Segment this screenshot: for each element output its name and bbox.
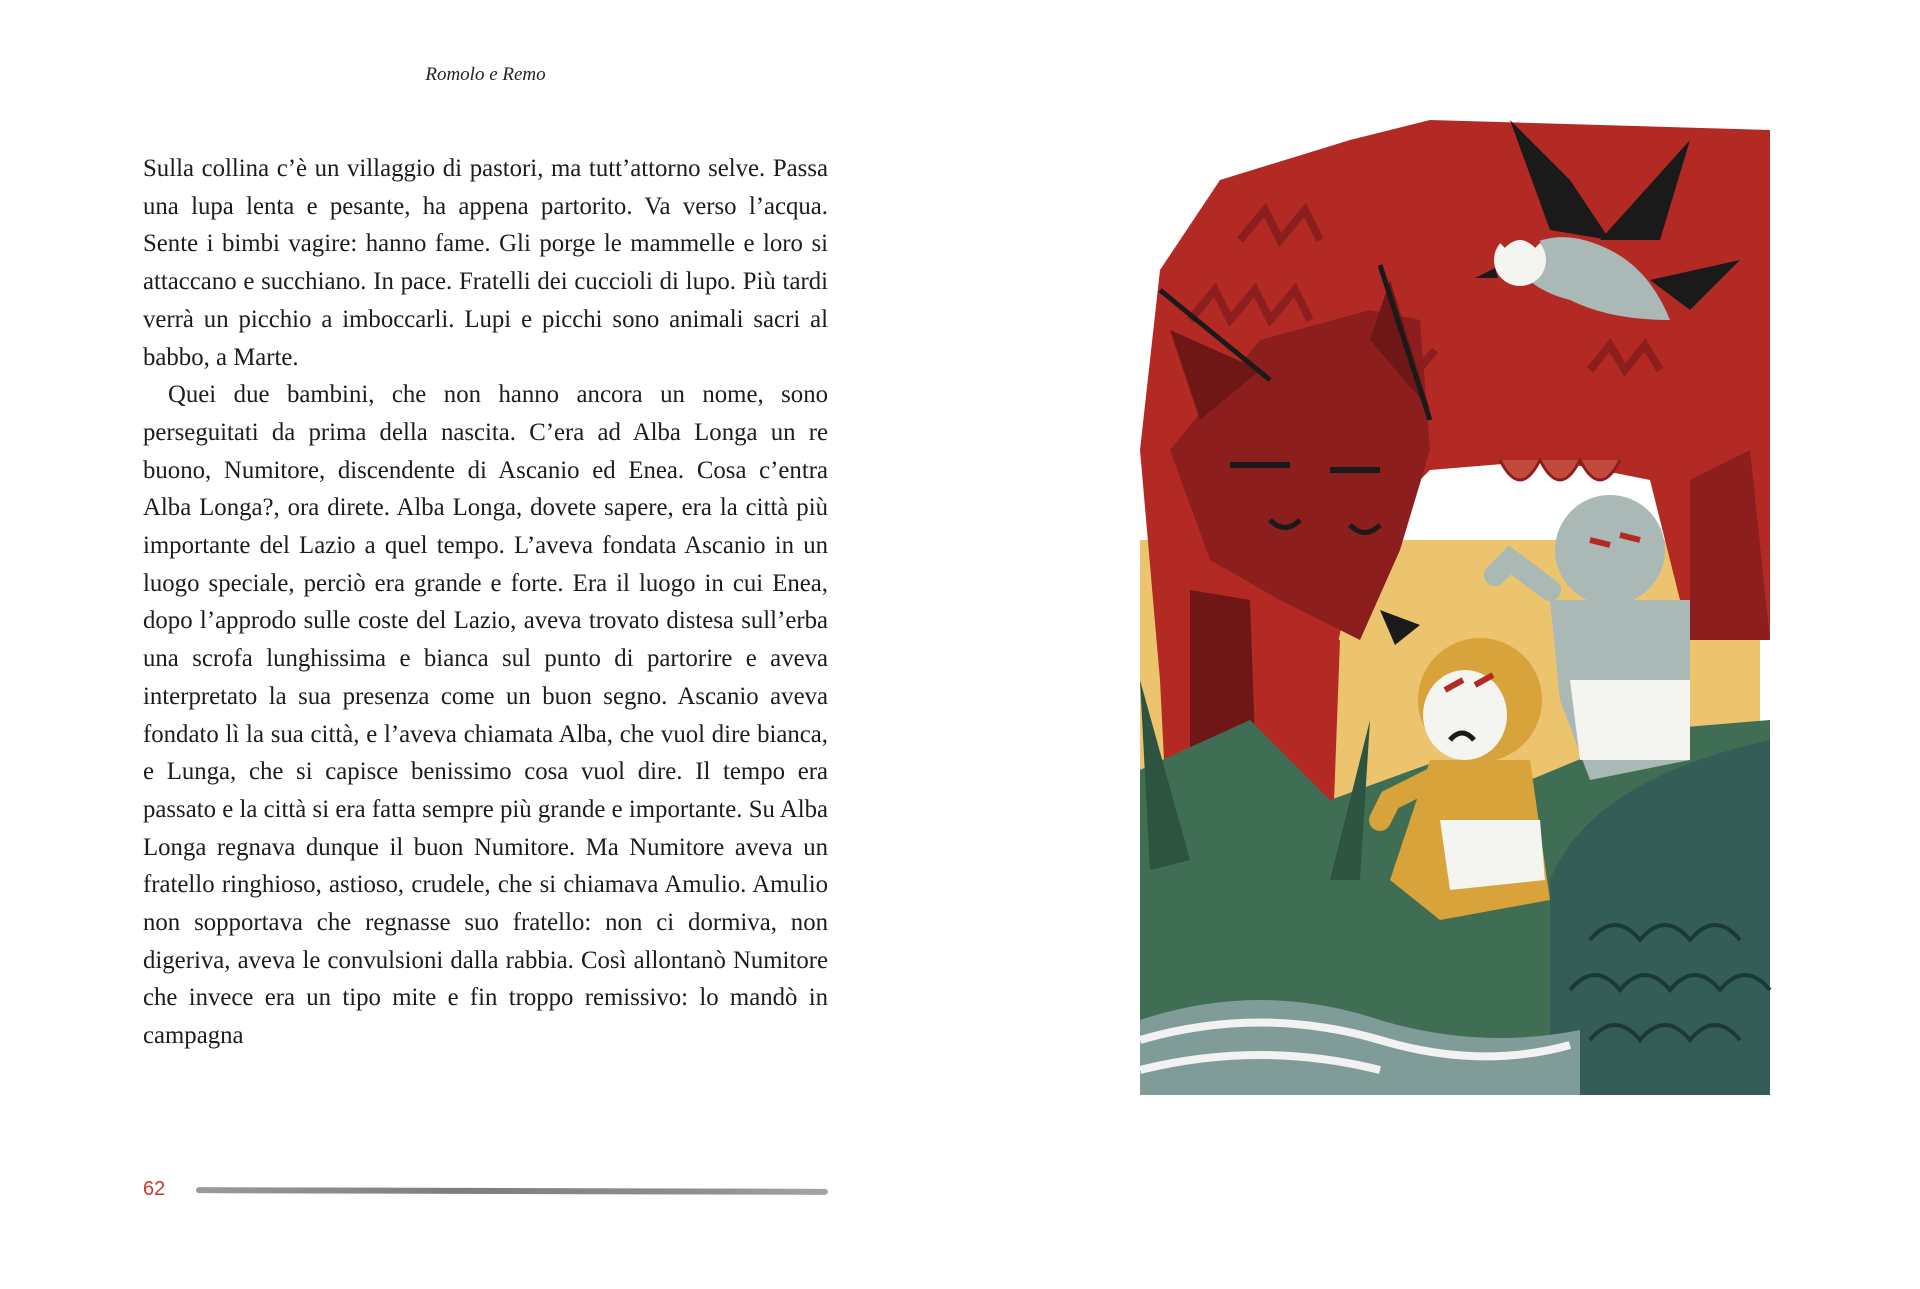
- body-text: [143, 150, 828, 1055]
- page-number: 62: [143, 1178, 166, 1200]
- grey-twin-cloth: [1570, 680, 1690, 760]
- wolf-twins-illustration: [1130, 120, 1780, 1095]
- gold-twin-face: [1423, 670, 1507, 760]
- grey-twin-head: [1555, 495, 1665, 605]
- running-head: Romolo e Remo: [425, 64, 546, 85]
- paragraph-1: Sulla collina c’è un villaggio di pastori, ma tutt’attorno selve. Passa una lupa lenta e pesante, ha appena partorito. Va verso l’acqua. Sente i bimbi vagire: hanno fame. Gli porge le mammelle e loro si attaccano e succhiano. In pace. Fratelli dei cuccioli di lupo. Più tardi verrà un picchio a imboccarli. Lupi e picchi sono animali sacri al babbo, a Marte.: [143, 155, 828, 371]
- paragraph-2: Quei due bambini, che non hanno ancora un nome, sono perseguitati da prima della nascita. C’era ad Alba Longa un re buono, Numitore, discendente di Ascanio ed Enea. Cosa c’entra Alba Longa?, ora direte. Alba Longa, dovete sapere, era la città più importante del Lazio a quel tempo. L’aveva fondata Ascanio in un luogo speciale, perciò era grande e forte. Era il luogo in cui Enea, dopo l’approdo sulle coste del Lazio, aveva trovato distesa sull’erba una scrofa lunghissima e bianca sul punto di partorire e aveva interpretato la sua presenza come un buon segno. Ascanio aveva fondato lì la sua città, e l’aveva chiamata Alba, che vuol dire bianca, e Lunga, che si capisce benissimo cosa vuol dire. Il tempo era passato e la città si era fatta sempre più grande e importante. Su Alba Longa regnava dunque il buon Numitore. Ma Numitore aveva un fratello ringhioso, astioso, crudele, che si chiamava Amulio. Amulio non sopportava che regnasse suo fratello: non ci dormiva, non digeriva, aveva le convulsioni dalla rabbia. Così allontanò Numitore che invece era un tipo mite e fin troppo remissivo: lo mandò in campagna: [143, 381, 828, 1050]
- gold-twin-cloth: [1440, 820, 1545, 890]
- wolf-udders: [1500, 460, 1620, 480]
- page-rule: [196, 1187, 828, 1195]
